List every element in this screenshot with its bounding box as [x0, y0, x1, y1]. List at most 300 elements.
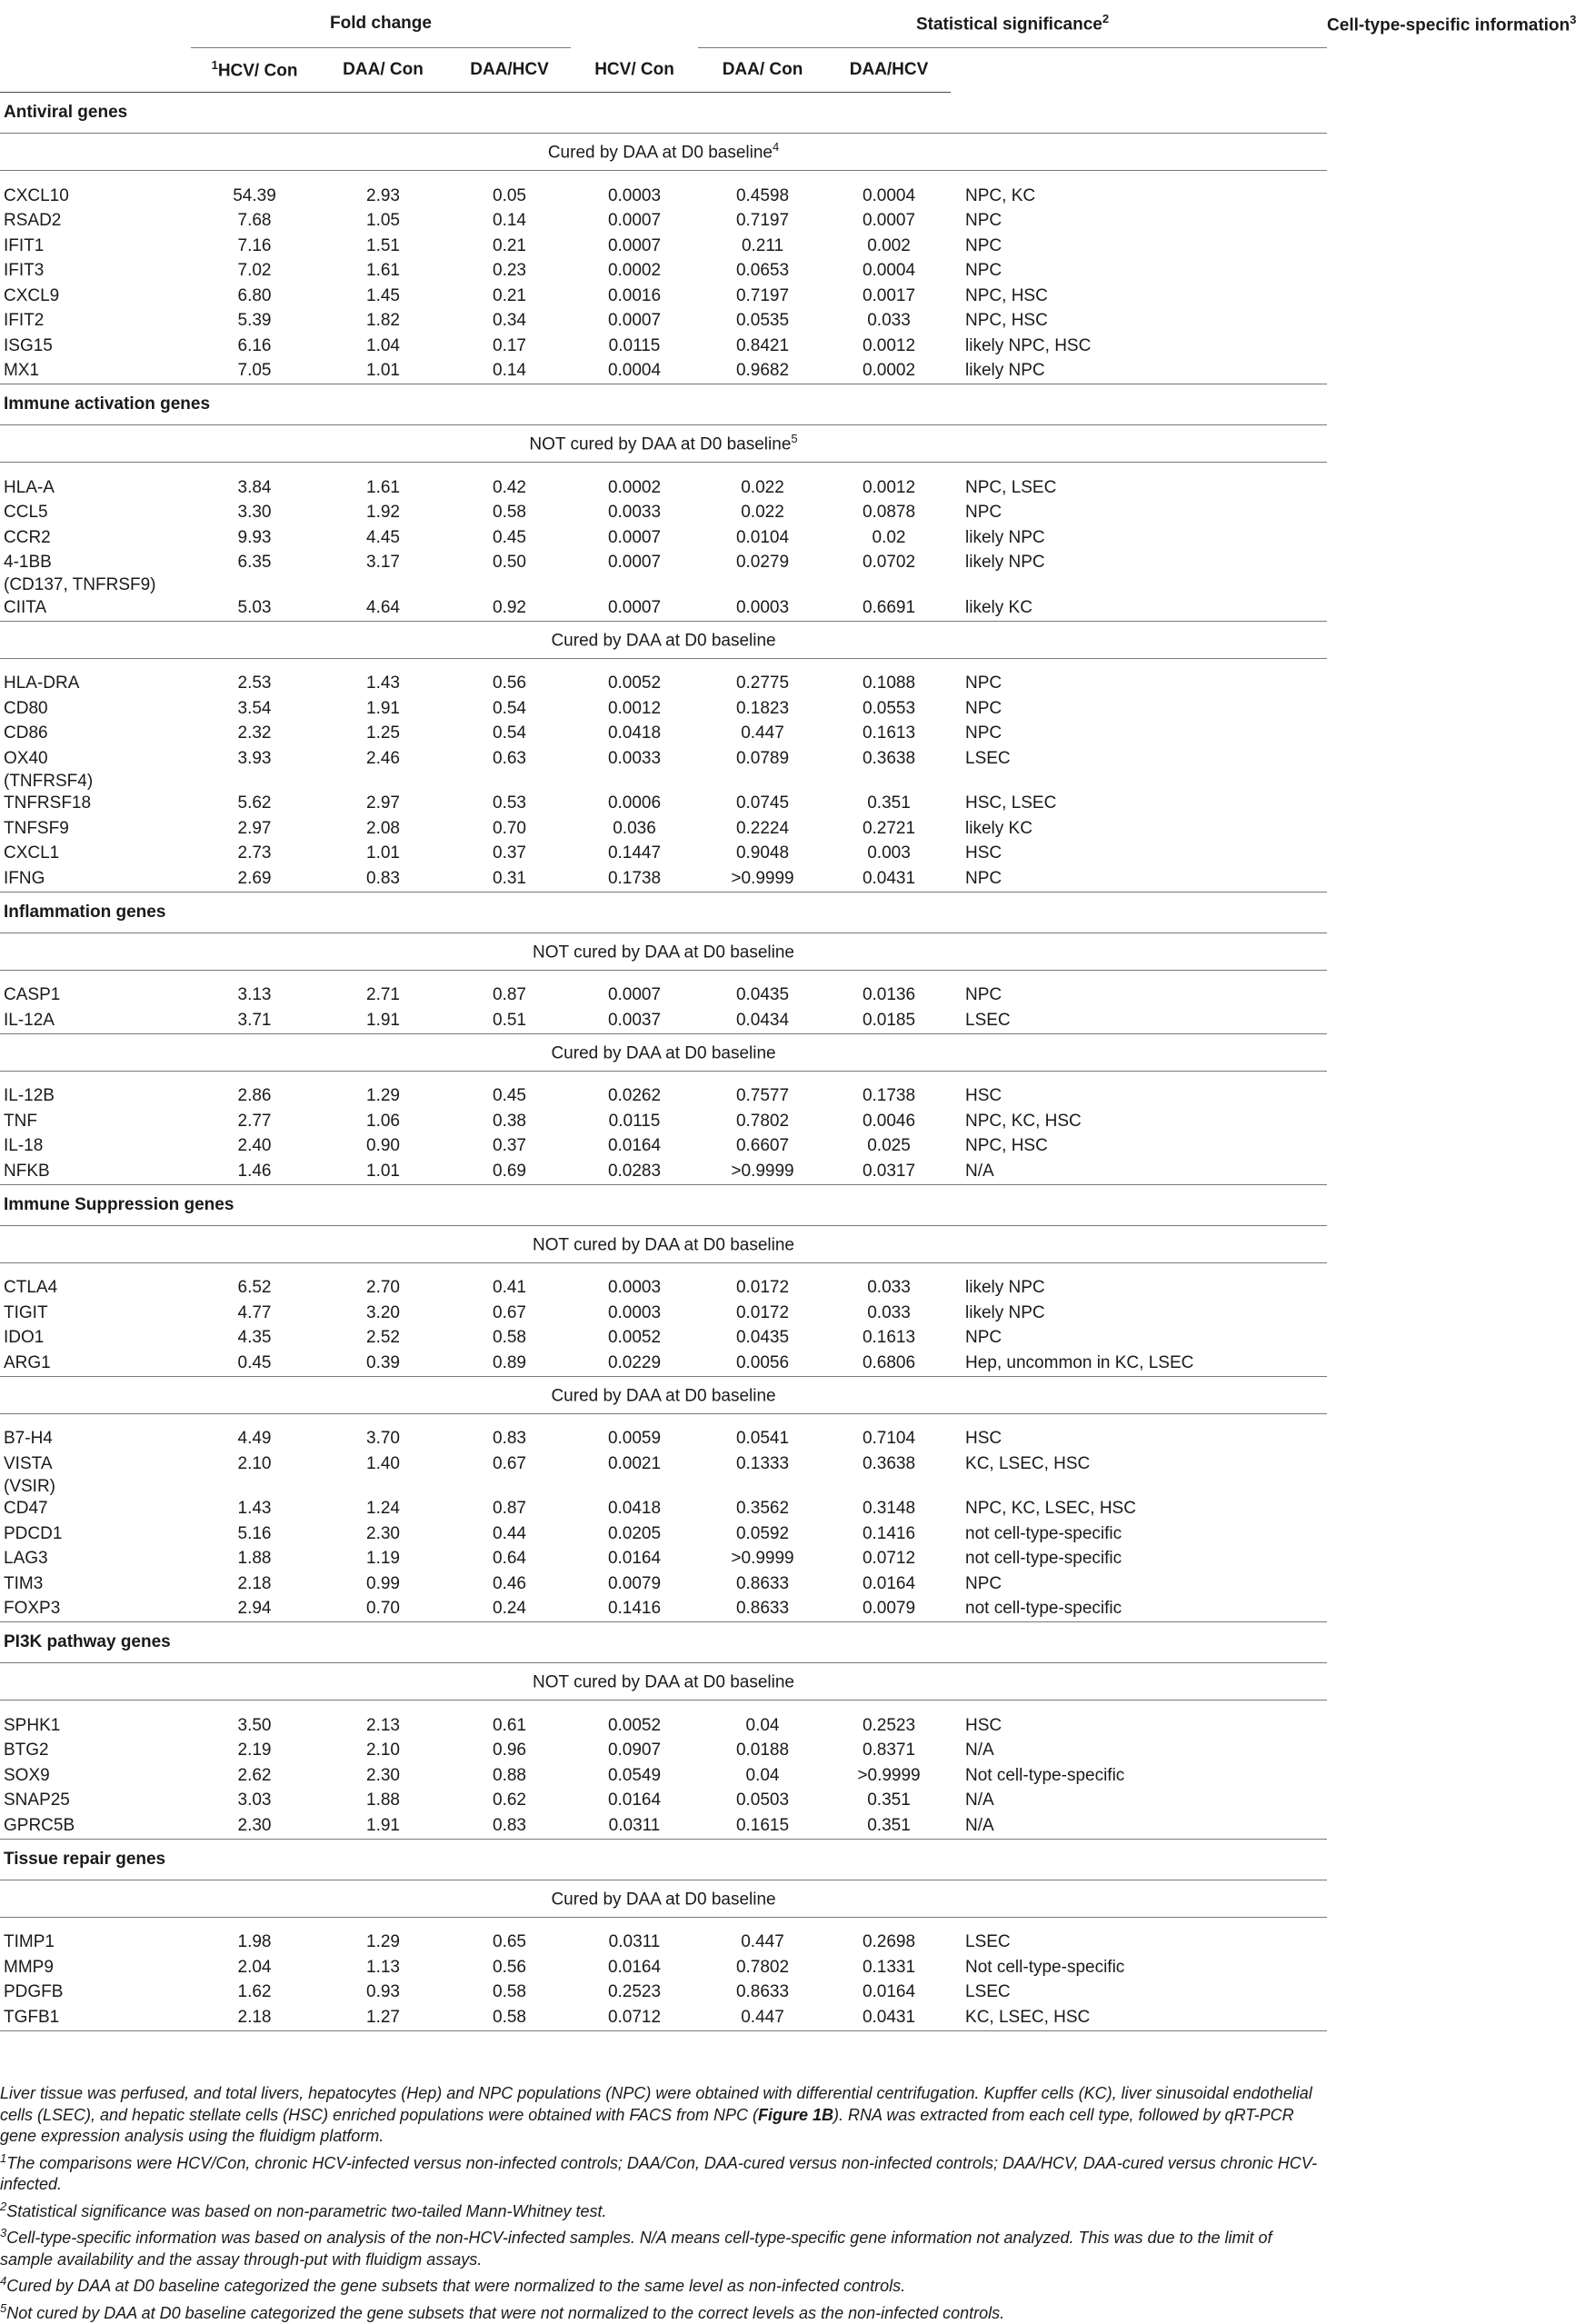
fc-daa-con: 1.40 — [318, 1451, 448, 1477]
p-hcv-con: 0.0007 — [571, 595, 698, 621]
fc-daa-con: 1.19 — [318, 1547, 448, 1572]
p-daa-hcv: 0.0012 — [827, 475, 951, 501]
p-hcv-con: 0.036 — [571, 816, 698, 842]
fc-daa-hcv: 0.42 — [448, 475, 571, 501]
p-hcv-con: 0.0283 — [571, 1159, 698, 1184]
section-header-row — [0, 384, 1327, 425]
p-daa-hcv: 0.02 — [827, 525, 951, 551]
fc-daa-con: 2.97 — [318, 792, 448, 817]
fc-daa-hcv: 0.31 — [448, 866, 571, 892]
p-hcv-con: 0.0115 — [571, 334, 698, 359]
p-daa-con: 0.7802 — [698, 1955, 827, 1980]
p-daa-hcv: 0.0164 — [827, 1571, 951, 1597]
gene-name: CCL5 — [0, 501, 191, 526]
section-header-row — [0, 892, 1327, 933]
p-daa-con: 0.0541 — [698, 1427, 827, 1452]
fc-daa-hcv: 0.38 — [448, 1109, 571, 1134]
fc-daa-con: 2.46 — [318, 746, 448, 772]
p-hcv-con: 0.0079 — [571, 1571, 698, 1597]
p-daa-con: 0.9682 — [698, 359, 827, 384]
p-daa-con: 0.0003 — [698, 595, 827, 621]
gene-name: IFNG — [0, 866, 191, 892]
footnote-3: $^3$Cell-type-specific information was based on analysis of the non-HCV-infected samples. N/A means cell-type-specific gene information not analyzed. This was due to the limit of sample availability and the assay through-put with fluidigm assays. — [0, 2222, 1320, 2270]
p-daa-hcv: 0.1613 — [827, 1326, 951, 1352]
p-daa-con: 0.8633 — [698, 1980, 827, 2006]
p-daa-hcv: 0.0164 — [827, 1980, 951, 2006]
cell-type-info: KC, LSEC, HSC — [951, 2005, 1327, 2030]
cell-type-info: NPC — [951, 1326, 1327, 1352]
p-daa-con: 0.4598 — [698, 184, 827, 209]
section-title: Immune activation genes — [0, 384, 1327, 425]
cell-type-info: LSEC — [951, 1930, 1327, 1956]
p-hcv-con: 0.0016 — [571, 284, 698, 309]
subgroup-label: NOT cured by DAA at D0 baseline — [0, 933, 1327, 970]
gene-name: CXCL9 — [0, 284, 191, 309]
fc-daa-con: 1.13 — [318, 1955, 448, 1980]
fc-hcv-con: 1.62 — [191, 1980, 318, 2006]
fc-daa-con: 1.43 — [318, 672, 448, 697]
p-daa-hcv: 0.0431 — [827, 866, 951, 892]
fc-daa-con: 1.88 — [318, 1789, 448, 1814]
p-daa-con: 0.0435 — [698, 1326, 827, 1352]
fc-daa-con: 1.29 — [318, 1084, 448, 1110]
gene-name: CD86 — [0, 722, 191, 747]
fc-daa-hcv: 0.61 — [448, 1713, 571, 1739]
section-title: PI3K pathway genes — [0, 1622, 1327, 1663]
fc-daa-con: 0.83 — [318, 866, 448, 892]
subgroup-label: Cured by DAA at D0 baseline — [0, 1376, 1327, 1413]
fc-hcv-con: 4.35 — [191, 1326, 318, 1352]
table-row — [0, 184, 1327, 209]
cell-type-info: not cell-type-specific — [951, 1521, 1327, 1547]
p-daa-hcv: 0.1613 — [827, 722, 951, 747]
table-row — [0, 1497, 1327, 1522]
p-hcv-con: 0.1738 — [571, 866, 698, 892]
cell-type-info: NPC — [951, 696, 1327, 722]
p-hcv-con: 0.0006 — [571, 792, 698, 817]
table-row — [0, 475, 1327, 501]
p-daa-hcv: 0.1416 — [827, 1521, 951, 1547]
fc-hcv-con: 3.13 — [191, 983, 318, 1009]
fc-daa-hcv: 0.17 — [448, 334, 571, 359]
table-row — [0, 792, 1327, 817]
subgroup-label: Cured by DAA at D0 baseline — [0, 1033, 1327, 1071]
cell-type-info: likely NPC — [951, 551, 1327, 576]
table-header: Fold change Statistical significance$^2$ Cell-type-specific information$^3$ $^1$HCV/ Con DAA/ Con DAA/HCV HCV/ Con DAA/ Con DAA/HCV — [0, 0, 1327, 93]
p-daa-con: 0.0172 — [698, 1276, 827, 1302]
table-row — [0, 1326, 1327, 1352]
subgroup-label: NOT cured by DAA at D0 baseline — [0, 1225, 1327, 1262]
p-daa-con: 0.447 — [698, 722, 827, 747]
cell-type-info: likely NPC — [951, 1301, 1327, 1326]
p-daa-hcv: 0.003 — [827, 842, 951, 867]
fc-daa-con: 0.90 — [318, 1134, 448, 1160]
p-daa-con — [698, 1477, 827, 1497]
section-header-row — [0, 93, 1327, 134]
gene-name: B7-H4 — [0, 1427, 191, 1452]
p-hcv-con: 0.0164 — [571, 1134, 698, 1160]
p-hcv-con: 0.0003 — [571, 184, 698, 209]
fc-daa-hcv: 0.62 — [448, 1789, 571, 1814]
p-daa-hcv: 0.2523 — [827, 1713, 951, 1739]
fc-daa-con: 1.45 — [318, 284, 448, 309]
p-hcv-con: 0.0007 — [571, 309, 698, 334]
cell-type-info: NPC, HSC — [951, 1134, 1327, 1160]
fc-hcv-con: 54.39 — [191, 184, 318, 209]
fc-hcv-con: 6.52 — [191, 1276, 318, 1302]
p-daa-hcv: 0.0136 — [827, 983, 951, 1009]
gene-name: IFIT1 — [0, 234, 191, 259]
p-hcv-con: 0.0311 — [571, 1930, 698, 1956]
fc-hcv-con: 0.45 — [191, 1351, 318, 1376]
fc-hcv-con: 4.49 — [191, 1427, 318, 1452]
p-daa-con: 0.8633 — [698, 1571, 827, 1597]
gene-name: ISG15 — [0, 334, 191, 359]
p-daa-hcv: 0.7104 — [827, 1427, 951, 1452]
section-title: Inflammation genes — [0, 892, 1327, 933]
gene-name: SPHK1 — [0, 1713, 191, 1739]
fc-hcv-con: 3.30 — [191, 501, 318, 526]
p-daa-con: 0.8421 — [698, 334, 827, 359]
fc-daa-hcv: 0.45 — [448, 525, 571, 551]
p-daa-hcv: >0.9999 — [827, 1763, 951, 1789]
fc-hcv-con: 3.93 — [191, 746, 318, 772]
p-hcv-con: 0.0052 — [571, 672, 698, 697]
p-daa-hcv: 0.6691 — [827, 595, 951, 621]
fc-daa-hcv: 0.05 — [448, 184, 571, 209]
fc-hcv-con: 2.97 — [191, 816, 318, 842]
fc-daa-hcv: 0.87 — [448, 983, 571, 1009]
subgroup-row — [0, 1663, 1327, 1701]
gene-name: MMP9 — [0, 1955, 191, 1980]
p-daa-con: 0.0535 — [698, 309, 827, 334]
fc-daa-con: 0.70 — [318, 1597, 448, 1622]
subgroup-label: NOT cured by DAA at D0 baseline — [0, 1663, 1327, 1701]
fc-hcv-con: 1.88 — [191, 1547, 318, 1572]
gene-name: NFKB — [0, 1159, 191, 1184]
fc-hcv-con: 2.18 — [191, 1571, 318, 1597]
col-header-fc-daa-con: DAA/ Con — [318, 48, 448, 93]
cell-type-info: NPC, HSC — [951, 284, 1327, 309]
fc-daa-hcv: 0.45 — [448, 1084, 571, 1110]
gene-name: PDGFB — [0, 1980, 191, 2006]
fc-daa-con: 1.05 — [318, 209, 448, 234]
gene-name: RSAD2 — [0, 209, 191, 234]
p-daa-con: 0.7197 — [698, 284, 827, 309]
fc-daa-hcv: 0.56 — [448, 672, 571, 697]
header-statistical-significance: Statistical significance$^2$ — [698, 0, 1327, 48]
p-daa-hcv — [827, 772, 951, 792]
fc-daa-con: 1.01 — [318, 359, 448, 384]
p-hcv-con: 0.0418 — [571, 722, 698, 747]
gene-name: CTLA4 — [0, 1276, 191, 1302]
p-hcv-con — [571, 772, 698, 792]
fc-hcv-con: 7.16 — [191, 234, 318, 259]
fc-hcv-con: 7.05 — [191, 359, 318, 384]
p-hcv-con: 0.0007 — [571, 209, 698, 234]
p-hcv-con: 0.0003 — [571, 1276, 698, 1302]
fc-daa-con: 3.20 — [318, 1301, 448, 1326]
table-row — [0, 259, 1327, 284]
fc-hcv-con: 2.62 — [191, 1763, 318, 1789]
fc-hcv-con: 2.19 — [191, 1739, 318, 1764]
table-row — [0, 1351, 1327, 1376]
p-daa-con: 0.0745 — [698, 792, 827, 817]
gene-name: TNFSF9 — [0, 816, 191, 842]
p-daa-hcv: 0.351 — [827, 1813, 951, 1839]
fc-hcv-con — [191, 772, 318, 792]
gene-name: CD47 — [0, 1497, 191, 1522]
p-hcv-con: 0.0418 — [571, 1497, 698, 1522]
fc-daa-hcv: 0.92 — [448, 595, 571, 621]
p-daa-hcv: 0.3638 — [827, 746, 951, 772]
fc-hcv-con: 2.18 — [191, 2005, 318, 2030]
fc-daa-con — [318, 1477, 448, 1497]
cell-type-info: not cell-type-specific — [951, 1597, 1327, 1622]
gene-name: IFIT3 — [0, 259, 191, 284]
gene-name: TNFRSF18 — [0, 792, 191, 817]
cell-type-info: N/A — [951, 1739, 1327, 1764]
p-daa-con: 0.04 — [698, 1763, 827, 1789]
fc-hcv-con — [191, 1477, 318, 1497]
gene-name: IL-18 — [0, 1134, 191, 1160]
fc-daa-con: 1.25 — [318, 722, 448, 747]
fc-daa-hcv: 0.14 — [448, 359, 571, 384]
table-row — [0, 1521, 1327, 1547]
fc-daa-con: 1.06 — [318, 1109, 448, 1134]
p-daa-con: 0.0188 — [698, 1739, 827, 1764]
cell-type-info — [951, 575, 1327, 595]
p-daa-con: 0.0653 — [698, 259, 827, 284]
p-daa-hcv — [827, 1477, 951, 1497]
table-row — [0, 1008, 1327, 1033]
subgroup-label: Cured by DAA at D0 baseline — [0, 1880, 1327, 1917]
table-row — [0, 1547, 1327, 1572]
table-row — [0, 842, 1327, 867]
p-hcv-con: 0.0205 — [571, 1521, 698, 1547]
fc-hcv-con: 2.77 — [191, 1109, 318, 1134]
fc-hcv-con: 3.50 — [191, 1713, 318, 1739]
subgroup-label: NOT cured by DAA at D0 baseline$^5$ — [0, 425, 1327, 463]
p-daa-con: 0.022 — [698, 475, 827, 501]
gene-name: CXCL10 — [0, 184, 191, 209]
fc-daa-hcv: 0.58 — [448, 501, 571, 526]
fc-daa-hcv: 0.96 — [448, 1739, 571, 1764]
table-row — [0, 1134, 1327, 1160]
p-daa-hcv: 0.0004 — [827, 259, 951, 284]
table-row — [0, 525, 1327, 551]
fc-daa-con: 1.91 — [318, 696, 448, 722]
fc-daa-con: 0.39 — [318, 1351, 448, 1376]
p-daa-hcv: 0.0185 — [827, 1008, 951, 1033]
p-hcv-con: 0.0007 — [571, 234, 698, 259]
fc-hcv-con: 6.80 — [191, 284, 318, 309]
p-daa-con: 0.2775 — [698, 672, 827, 697]
fc-daa-con: 1.91 — [318, 1008, 448, 1033]
table-row — [0, 501, 1327, 526]
p-daa-con: 0.211 — [698, 234, 827, 259]
p-daa-hcv: 0.0878 — [827, 501, 951, 526]
fc-daa-hcv: 0.67 — [448, 1301, 571, 1326]
table-row — [0, 1477, 1327, 1497]
fc-daa-hcv: 0.63 — [448, 746, 571, 772]
p-daa-con: 0.7802 — [698, 1109, 827, 1134]
fc-daa-hcv: 0.67 — [448, 1451, 571, 1477]
table-row — [0, 1571, 1327, 1597]
p-hcv-con: 0.0164 — [571, 1955, 698, 1980]
cell-type-info — [951, 1477, 1327, 1497]
fc-hcv-con: 7.68 — [191, 209, 318, 234]
p-daa-con: 0.6607 — [698, 1134, 827, 1160]
table-row — [0, 284, 1327, 309]
p-hcv-con: 0.0037 — [571, 1008, 698, 1033]
gene-name: TIGIT — [0, 1301, 191, 1326]
cell-type-info: NPC, KC — [951, 184, 1327, 209]
p-daa-hcv: 0.033 — [827, 1276, 951, 1302]
fc-daa-hcv: 0.88 — [448, 1763, 571, 1789]
fc-hcv-con: 5.16 — [191, 1521, 318, 1547]
table-row — [0, 234, 1327, 259]
fc-daa-hcv: 0.44 — [448, 1521, 571, 1547]
cell-type-info: NPC — [951, 866, 1327, 892]
cell-type-info: likely NPC — [951, 525, 1327, 551]
gene-name: SOX9 — [0, 1763, 191, 1789]
fc-daa-con: 2.30 — [318, 1521, 448, 1547]
fc-hcv-con: 5.39 — [191, 309, 318, 334]
p-daa-con: 0.447 — [698, 1930, 827, 1956]
fc-hcv-con: 2.73 — [191, 842, 318, 867]
gene-name: ARG1 — [0, 1351, 191, 1376]
cell-type-info: likely KC — [951, 816, 1327, 842]
p-hcv-con: 0.0004 — [571, 359, 698, 384]
fc-hcv-con: 2.40 — [191, 1134, 318, 1160]
fc-hcv-con: 5.62 — [191, 792, 318, 817]
cell-type-info: likely NPC — [951, 1276, 1327, 1302]
gene-name: TIMP1 — [0, 1930, 191, 1956]
p-daa-hcv: 0.0553 — [827, 696, 951, 722]
col-header-p-daa-con: DAA/ Con — [698, 48, 827, 93]
p-daa-hcv: 0.0317 — [827, 1159, 951, 1184]
fc-hcv-con: 4.77 — [191, 1301, 318, 1326]
section-title: Antiviral genes — [0, 93, 1327, 134]
subgroup-row — [0, 1880, 1327, 1917]
fc-hcv-con: 3.03 — [191, 1789, 318, 1814]
fc-hcv-con: 2.69 — [191, 866, 318, 892]
gene-name: (TNFRSF4) — [0, 772, 191, 792]
p-hcv-con: 0.0262 — [571, 1084, 698, 1110]
cell-type-info: NPC, HSC — [951, 309, 1327, 334]
gene-name: HLA-DRA — [0, 672, 191, 697]
table-row — [0, 672, 1327, 697]
cell-type-info — [951, 772, 1327, 792]
fc-daa-con: 1.24 — [318, 1497, 448, 1522]
fc-daa-con: 1.01 — [318, 842, 448, 867]
p-hcv-con: 0.0002 — [571, 475, 698, 501]
p-hcv-con: 0.1447 — [571, 842, 698, 867]
p-daa-hcv: 0.2721 — [827, 816, 951, 842]
gene-name: CIITA — [0, 595, 191, 621]
p-daa-con: 0.0435 — [698, 983, 827, 1009]
fc-daa-hcv: 0.46 — [448, 1571, 571, 1597]
p-daa-hcv: 0.0017 — [827, 284, 951, 309]
fc-daa-con: 1.01 — [318, 1159, 448, 1184]
p-daa-con: 0.447 — [698, 2005, 827, 2030]
col-header-p-daa-hcv: DAA/HCV — [827, 48, 951, 93]
p-hcv-con: 0.0712 — [571, 2005, 698, 2030]
table-row — [0, 209, 1327, 234]
fc-hcv-con: 3.54 — [191, 696, 318, 722]
table-row — [0, 1301, 1327, 1326]
cell-type-info: NPC — [951, 672, 1327, 697]
gene-name: CCR2 — [0, 525, 191, 551]
fc-hcv-con: 6.16 — [191, 334, 318, 359]
gene-name: FOXP3 — [0, 1597, 191, 1622]
table-row — [0, 1739, 1327, 1764]
p-daa-hcv — [827, 575, 951, 595]
cell-type-info: NPC — [951, 501, 1327, 526]
fc-daa-con — [318, 772, 448, 792]
cell-type-info: NPC, KC, HSC — [951, 1109, 1327, 1134]
p-daa-con — [698, 772, 827, 792]
cell-type-info: N/A — [951, 1789, 1327, 1814]
fc-daa-hcv: 0.83 — [448, 1427, 571, 1452]
gene-name: CASP1 — [0, 983, 191, 1009]
fc-daa-con: 2.08 — [318, 816, 448, 842]
cell-type-info: N/A — [951, 1813, 1327, 1839]
fc-daa-hcv: 0.87 — [448, 1497, 571, 1522]
fc-hcv-con: 2.94 — [191, 1597, 318, 1622]
table-row — [0, 772, 1327, 792]
p-daa-hcv: 0.0712 — [827, 1547, 951, 1572]
table-row — [0, 1763, 1327, 1789]
fc-daa-hcv: 0.53 — [448, 792, 571, 817]
subgroup-row — [0, 1225, 1327, 1262]
col-header-p-hcv-con: HCV/ Con — [571, 48, 698, 93]
gene-name: CD80 — [0, 696, 191, 722]
table-row — [0, 309, 1327, 334]
gene-name: LAG3 — [0, 1547, 191, 1572]
table-row — [0, 2005, 1327, 2030]
fc-daa-hcv: 0.37 — [448, 1134, 571, 1160]
p-hcv-con: 0.0549 — [571, 1763, 698, 1789]
gene-name: IFIT2 — [0, 309, 191, 334]
fc-daa-hcv — [448, 1477, 571, 1497]
header-blank — [0, 0, 191, 48]
fc-daa-hcv: 0.51 — [448, 1008, 571, 1033]
p-daa-hcv: 0.2698 — [827, 1930, 951, 1956]
fc-daa-con — [318, 575, 448, 595]
fc-daa-hcv: 0.58 — [448, 1326, 571, 1352]
cell-type-info: NPC — [951, 1571, 1327, 1597]
subgroup-row — [0, 134, 1327, 171]
p-daa-con: 0.1333 — [698, 1451, 827, 1477]
fc-hcv-con: 7.02 — [191, 259, 318, 284]
table-row — [0, 696, 1327, 722]
p-daa-con: >0.9999 — [698, 1547, 827, 1572]
p-daa-hcv: 0.033 — [827, 1301, 951, 1326]
p-hcv-con: 0.0021 — [571, 1451, 698, 1477]
cell-type-info: NPC — [951, 234, 1327, 259]
table-row — [0, 746, 1327, 772]
cell-type-info: LSEC — [951, 1008, 1327, 1033]
fc-hcv-con: 3.71 — [191, 1008, 318, 1033]
p-hcv-con: 0.0907 — [571, 1739, 698, 1764]
fc-daa-con: 2.70 — [318, 1276, 448, 1302]
header-fold-change: Fold change — [191, 0, 571, 48]
p-hcv-con: 0.0033 — [571, 501, 698, 526]
cell-type-info: not cell-type-specific — [951, 1547, 1327, 1572]
table-row — [0, 722, 1327, 747]
